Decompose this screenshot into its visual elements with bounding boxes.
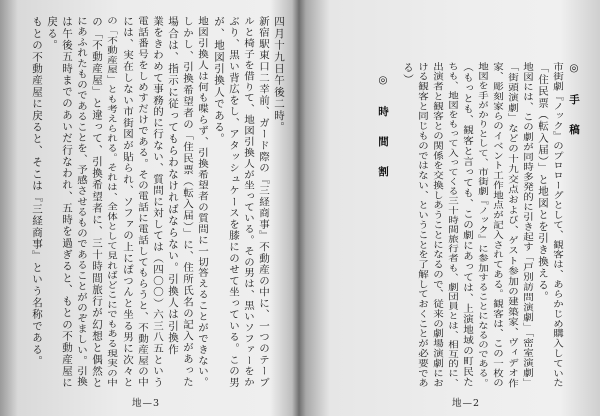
text-column: ける観客と同じものではない、ということを了解しておくことが必要であ <box>417 62 429 389</box>
text-column: る） <box>402 62 414 86</box>
text-column: が、地図引換人である。 <box>213 16 225 145</box>
text-column: は午後五時までのあいだ行なわれ、五時を過ぎると、もとの不動産屋に <box>61 16 73 389</box>
schedule-heading: ◎ 時 間 割 <box>377 74 389 185</box>
text-column: ルと椅子を借りて、地図引換人が坐っている。その男は、黒いソファーをか <box>243 16 255 388</box>
text-column: 戻る。 <box>46 16 58 52</box>
text-column: 地図引換人は何も喋らず、引換希望者の質問に一切答えることができない。 <box>197 16 209 388</box>
text-column: （もっとも、観客と言っても、この劇にあっては、上演地域の町民た <box>462 62 474 388</box>
text-column: 業をきわめて事務的に行ない、質問に対しては（四〇〇）六三八五という <box>152 16 164 389</box>
text-column: 地図には、この劇が同時多発的に引き起す「戸別訪問演劇」「密室演劇」 <box>522 62 534 389</box>
text-column: しかし、引換希望者の「住民票（転入届）」に、住所氏名の記入があった <box>182 16 194 388</box>
right-page <box>304 0 600 416</box>
text-column: 家、彫刻家らのイベント工作地点が記入されてある。観客は、この一枚の <box>492 62 504 389</box>
page-number: 地—2 <box>452 398 481 409</box>
text-column: 「街頭演劇」などの十九交点および、ゲスト参加の建築家、ヴィデオ作 <box>507 62 519 389</box>
text-column: 市街劇『ノック』のプロローグとして、観客は、あらかじめ購入していた <box>552 62 564 389</box>
left-page <box>0 0 296 416</box>
text-column: には、実在しない市街図が貼られ、ソファの上にぽつんと坐る男に次々と <box>122 16 134 389</box>
text-column: 四月十九日午後二時。 <box>273 16 285 133</box>
text-column: 新宿駅東口二幸前、ガード際の『三経商事』不動産の中に、一つのテーブ <box>258 16 270 389</box>
text-column: 「住民票（転入届）」と地図とを引き換える。 <box>537 62 549 303</box>
page-number: 地—3 <box>132 398 161 409</box>
note-heading: ◎ 手 稿 <box>568 62 580 143</box>
text-column: の「不動産屋」と違って、引換希望者に、三十時間旅行が幻想と偶然と <box>91 16 103 389</box>
text-column: 電話番号をしめすだけである。その電話に電話してもらうと、不動産屋の中 <box>137 16 149 388</box>
text-column: 地図を手がかりとして、市街劇『ノック』に参加することになるのである。 <box>477 62 489 388</box>
text-column: ちも、地図をもって入ってくる三十時間旅行者も、劇団員とは、相互的に、 <box>447 62 459 388</box>
text-column: 出演者と観客との関係を交換しあうことになるので、従来の劇場演劇にお <box>432 62 444 389</box>
text-column: 場合は、指示に従ってもらわなければならない。引換人は引換作 <box>167 16 179 356</box>
text-column: の「不動産屋」とも考えられる。それは、全体として見ればどこにでもある現実の中 <box>106 16 118 388</box>
text-column: もとの不動産屋に戻ると、そこは『三経商事』という名称である。 <box>31 16 43 367</box>
text-column: にあふれたものであることを、予感させるものであることがのぞましい。引換 <box>76 16 88 388</box>
text-column: ぶり、黒い背広をし、アタッシュケースを膝にのせて坐っている。この男 <box>228 16 240 389</box>
